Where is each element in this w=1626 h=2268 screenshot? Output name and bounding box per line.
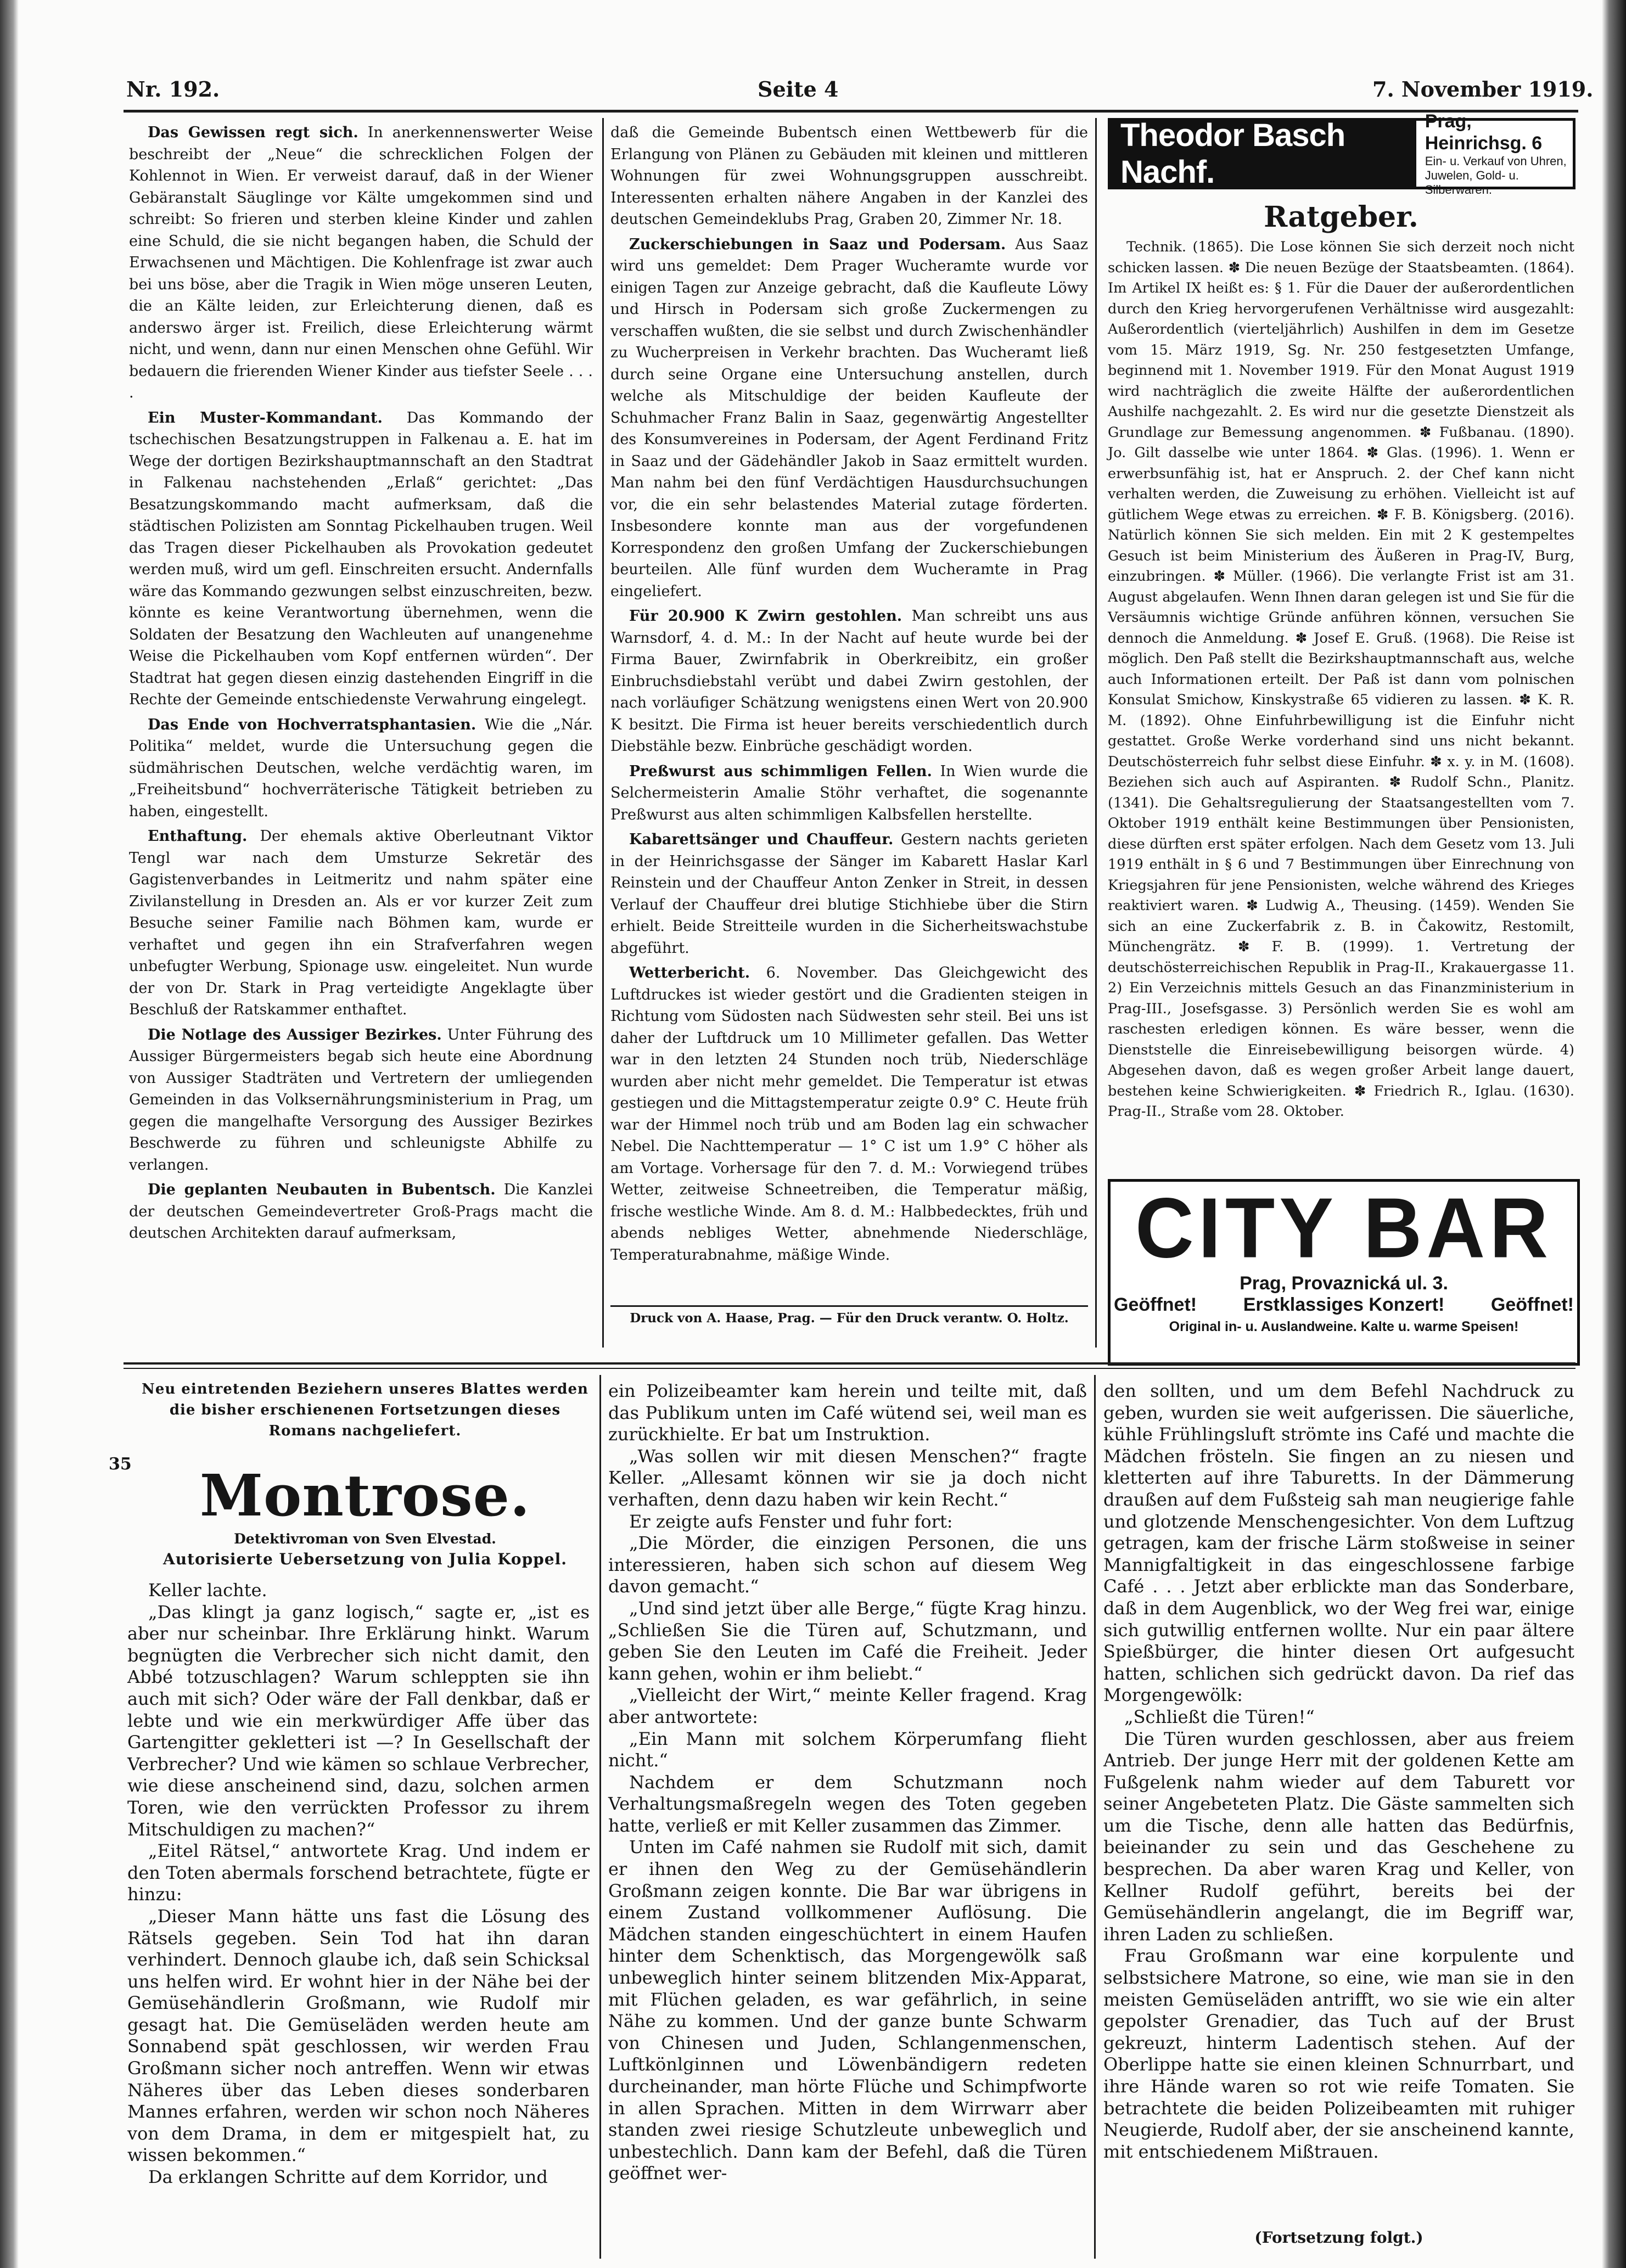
paragraph: „Die Mörder, die einzigen Personen, die uns interessieren, haben sich schon auf diesem Weg davon gemacht.“ [608, 1532, 1087, 1597]
city-bar-address: Prag, Provaznická ul. 3. [1240, 1273, 1448, 1294]
header-rule [124, 110, 1578, 113]
article-text: daß die Gemeinde Bubentsch einen Wettbewerb für die Erlangung von Plänen zu Gebäuden mit kleinen und mittleren Wohnungen für zwei Wohnungsgruppen ausschreibt. Interessenten erhalten nähere Angaben in der Kanzlei des deutschen Gemeindeklubs Prag, Graben 20, Zimmer Nr. 18. [610, 124, 1088, 228]
city-bar-concert: Erstklassiges Konzert! [1243, 1294, 1445, 1315]
paragraph: „Das klingt ja ganz logisch,“ sagte er, „ist es aber nur scheinbar. Ihre Erklärung hinkt. Warum begnügten die Verbrecher sich nicht damit, den Abbé totzuschlagen? Warum schleppten sie ihn auch mit sich? Oder wäre der Fall denkbar, daß er lebte und wie ein merkwürdiger Affe über das Gartengitter gekletteri ist —? In Gesellschaft der Verbrecher? Und wie kämen so schlaue Verbrecher, wie diese anscheinend sind, dazu, solchen armen Toren, wie den verrückten Professor zu ihrem Mitschuldigen zu machen?“ [127, 1601, 590, 1840]
headline: Wetterbericht. [629, 964, 750, 981]
page-number: Seite 4 [758, 77, 839, 102]
article-text: Unter Führung des Aussiger Bürgermeisters begab sich heute eine Abordnung von Aussiger Stadträten und Vertretern der umliegenden Gemeinden in das Volksernährungsministerium in Prag, um gegen die mangelhafte Versorgung des Aussiger Bezirkes Beschwerde zu führen und schleunigste Abhilfe zu verlangen. [129, 1026, 593, 1174]
serial-subtitle: Detektivroman von Sven Elvestad. [234, 1531, 496, 1547]
article-text: 6. November. Das Gleichgewicht des Luftdruckes ist wieder gestört und die Gradienten steigen in Richtung vom Südosten nach Südwesten sehr steil. Bei uns ist daher der Luftdruck um 10 Millimeter gefallen. Das Wetter war in den letzten 24 Stunden noch trüb, Niederschläge wurden aber nicht mehr gemeldet. Die Temperatur ist etwas gestiegen und die Mittagstemperatur zeigte 0.9° C. Heute früh war der Himmel noch trüb und am Boden lag ein schwacher Nebel. Die Nachttemperatur — 1° C ist um 1.9° C höher als am Vortage. Vorhersage für den 7. d. M.: Vorwiegend trübes Wetter, zeitweise Schneetreiben, die Temperatur mäßig, frische westliche Winde. Am 8. d. M.: Halbbedecktes, früh und abends nebliges Wetter, abnehmende Niederschläge, Temperaturabnahme, mäßige Winde. [610, 964, 1088, 1264]
article-text: Man schreibt uns aus Warnsdorf, 4. d. M.: In der Nacht auf heute wurde bei der Firma Bauer, Zwirnfabrik in Oberkreibitz, ein großer Einbruchsdiebstahl verübt und dabei Zwirn gestohlen, der nach vorläufiger Schätzung wenigstens einen Wert von 20.900 K besitzt. Die Firma ist heuer bereits verschiedentlich durch Diebstähle bezw. Einbrüche geschädigt worden. [610, 608, 1088, 755]
serial-notice: Neu eintretenden Beziehern unseres Blattes werden die bisher erschienenen Fortsetzungen dieses Romans nachgeliefert. [142, 1381, 588, 1439]
basch-line3: Juwelen, Gold- u. Silberwaren. [1425, 169, 1519, 197]
article-text: Wie die „Nár. Politika“ meldet, wurde die Untersuchung gegen die südmährischen Deutschen, welche verdächtig waren, im „Freiheitsbund“ hochverräterische Tätigkeit betrieben zu haben, eingestellt. [129, 716, 593, 820]
basch-name: Theodor Basch Nachf. [1111, 121, 1416, 187]
news-column-left [129, 122, 593, 1351]
paragraph: Frau Großmann war eine korpulente und selbstsichere Matrone, so eine, wie man sie in den meisten Gemüseläden antrifft, wo sie wie ein alter gepolster Grenadier, das Tuch auf der Brust gekreuzt, hinterm Ladentisch stehen. Auf der Oberlippe hatte sie einen kleinen Schnurrbart, und ihre Hände waren so rot wie reife Tomaten. Sie betrachtete die beiden Polizeibeamten mit ruhiger Neugierde, Rudolf aber, der sie anscheinend kannte, mit entschiedenem Mißtrauen. [1103, 1945, 1574, 2162]
paragraph: Er zeigte aufs Fenster und fuhr fort: [629, 1511, 953, 1532]
headline: Enthaftung. [148, 828, 248, 845]
paragraph: „Ein Mann mit solchem Körperumfang flieht nicht.“ [608, 1728, 1087, 1771]
article-text: Das Kommando der tschechischen Besatzungstruppen in Falkenau a. E. hat im Wege der dortigen Bezirkshauptmannschaft an den Stadtrat in Falkenau nachstehenden „Erlaß“ gerichtet: „Das Besatzungskommando macht aufmerksam, daß die städtischen Polizisten am Sonntag Pickelhauben trugen. Weil das Tragen dieser Pickelhauben als Provokation gedeutet werden muß, wird um gefl. Einschreiten ersucht. Andernfalls wäre das Kommando gezwungen selbst einzuschreiten, bezw. könnte es keine Verantwortung übernehmen, wenn die Soldaten der Besatzung den Wachleuten auf unangenehme Weise die Pickelhauben vom Kopf entfernen würden“. Der Stadtrat hat gegen diesen einzig dastehenden Eingriff in die Rechte der Gemeinde entschiedenste Verwahrung eingelegt. [129, 409, 593, 708]
article-text: Der ehemals aktive Oberleutnant Viktor Tengl war nach dem Umsturze Sekretär des Gagistenverbandes in Leitmeritz und nahm später eine Zivilanstellung in Dresden an. Als er vor kurzer Zeit zum Besuche seiner Familie nach Böhmen kam, wurde er verhaftet und gegen ihn ein Strafverfahren wegen unbefugter Werbung, Spionage usw. eingeleitet. Nun wurde der von Dr. Stark in Prag verteidigte Angeklagte über Beschluß der Ratskammer enthaftet. [129, 828, 593, 1018]
advertisement-basch [1108, 111, 1575, 197]
printer-imprint: Druck von A. Haase, Prag. — Für den Druck verantw. O. Holtz. [630, 1311, 1069, 1326]
basch-line2: Ein- u. Verkauf von Uhren, [1425, 154, 1567, 168]
serial-translator: Autorisierte Uebersetzung von Julia Koppel. [163, 1550, 567, 1568]
article-text: Die Kanzlei der deutschen Gemeindevertreter Groß-Prags macht die deutschen Architekten darauf aufmerksam, [129, 1181, 593, 1242]
city-bar-open-left: Geöffnet! [1114, 1294, 1197, 1315]
basch-address-block [1416, 110, 1573, 197]
paragraph: Keller lachte. [148, 1580, 267, 1601]
advertisement-city-bar [1108, 1179, 1580, 1366]
headline: Preßwurst aus schimmligen Fellen. [629, 762, 932, 780]
city-bar-offer: Original in- u. Auslandweine. Kalte u. warme Speisen! [1169, 1319, 1519, 1334]
article-text: In anerkennenswerter Weise beschreibt der „Neue“ die schrecklichen Folgen der Kohlennot in Wien. Er verweist darauf, daß in der Wiener Gebäranstalt Säuglinge vor Kälte umgekommen sind und schreibt: So frieren und sterben kleine Kinder und zahlen eine Schuld, die sie nicht begangen haben, die Schuld der Erwachsenen und Mächtigen. Die Kohlenfrage ist zwar auch bei uns böse, aber die Tragik in Wien möge unseren Leuten, die an Kälte leiden, zur Erleichterung dienen, daß es anderswo ärger ist. Freilich, diese Erleichterung wärmt nicht, und wenn, dann nur einen Menschen ohne Gefühl. Wir bedauern die frierenden Wiener Kinder aus tiefster Seele . . . . [129, 124, 593, 401]
city-bar-open-row [1111, 1294, 1577, 1316]
paragraph: den sollten, und um dem Befehl Nachdruck zu geben, wurden sie weit aufgerissen. Die säuerliche, kühle Frühlingsluft strömte ins Café und machte die Mädchen frösteln. Sie fingen an zu niesen und kletterten auf ihre Taburetts. In der Dämmerung draußen auf dem Fußsteig sah man neugierige fahle und glotzende Menschengesichter. Von dem Luftzug getragen, kam der frische Lärm stoßweise in seiner Mannigfaltigkeit in das eingeschlossene farbige Café . . . Jetzt aber erblickte man das Sonderbare, daß in dem Augenblick, wo der Weg frei war, einige sich gutwillig entfernen wollte. Nur ein paar ältere Spießbürger, die hinter diesen Ort aufgesucht hatten, schlichen sich gedrückt davon. Da rief das Morgengewölk: [1103, 1380, 1574, 1706]
city-bar-open-right: Geöffnet! [1490, 1294, 1574, 1315]
serial-column-3 [1103, 1380, 1574, 2220]
city-bar-name: CITY BAR [1135, 1180, 1553, 1276]
headline: Für 20.900 K Zwirn gestohlen. [629, 608, 902, 625]
paragraph: „Was sollen wir mit diesen Menschen?“ fragte Keller. „Allesamt können wir sie ja doch nicht verhaften, denn dazu haben wir kein Recht.“ [608, 1445, 1087, 1510]
installment-number: 35 [109, 1455, 132, 1474]
continued-note: (Fortsetzung folgt.) [1254, 2228, 1423, 2247]
ratgeber-text: Technik. (1865). Die Lose können Sie sich derzeit noch nicht schicken lassen. ✽ Die neuen Bezüge der Staatsbeamten. (1864). Im Artikel IX heißt es: § 1. Für die Dauer der außerordentlichen durch den Krieg hervorgerufenen Verhältnisse wird ausgezahlt: Außerordentlich (vierteljährlich) Aushilfen in dem im Gesetze vom 15. März 1919, Sg. Nr. 250 festgesetzten Umfange, beginnend mit 1. November 1919. Für den Monat August 1919 wird nachträglich die zweite Hälfte der außerordentlichen Aushilfe nachgezahlt. 2. Es wird nur die gesetzte Dienstzeit als Grundlage zur Bemessung angenommen. ✽ Fußbanau. (1890). Jo. Gilt dasselbe wie unter 1864. ✽ Glas. (1996). 1. Wenn er erwerbsunfähig ist, hat er Anspruch. 2. der Chef kann nicht verhalten werden, die Zuweisung zu erhöhen. Vielleicht ist auf gütlichem Wege etwas zu erreichen. ✽ F. B. Königsberg. (2016). Natürlich können Sie sich melden. Ein mit 2 K gestempeltes Gesuch ist beim Ministerium des Äußeren in Prag-IV, Burg, einzubringen. ✽ Müller. (1966). Die verlangte Frist ist am 31. August abgelaufen. Wenn Ihnen daran gelegen ist und Sie für die Versäumnis wichtige Gründe anführen können, versuchen Sie dennoch die Anmeldung. ✽ Josef E. Gruß. (1968). Die Reise ist möglich. Den Paß stellt die Bezirkshauptmannschaft aus, welche auch Informationen erteilt. Der Paß ist dann vom polnischen Konsulat Smichow, Kinskystraße 65 vidieren zu lassen. ✽ K. R. M. (1892). Ohne Einfuhrbewilligung ist die Einfuhr nicht gestattet. Große Werke vorderhand sind uns nicht bekannt. Deutschösterreich fuhr selbst diese Einfuhr. ✽ x. y. in M. (1608). Beziehen sich auch auf Aspiranten. ✽ Rudolf Schn., Planitz. (1341). Die Gehaltsregulierung der Staatsangestellten vom 7. Oktober 1919 enthält keine Bestimmungen über Pensionisten, diese dürften erst später erfolgen. Nach dem Gesetz vom 13. Juli 1919 enthält in § 6 und 7 Bestimmungen über Einrechnung von Kriegsjahren für jene Pensionisten, welche während des Krieges reaktiviert waren. ✽ Ludwig A., Theusing. (1459). Wenden Sie sich an eine Zuckerfabrik z. B. in Čakowitz, Restomilt, Münchengrätz. ✽ F. B. (1999). 1. Vertretung der deutschösterreichischen Republik in Prag-II., Krakauergasse 11. 2) Ein Verzeichnis mittels Gesuch an das Finanzministerium in Prag-III., Josefsgasse. 3) Persönlich werden Sie es wohl am raschesten erledigen können. Es wäre besser, wenn die Dienststelle die Einreisebewilligung beisorgen würde. 4) Abgesehen davon, daß es wegen großer Arbeit lange dauert, bestehen keine Schwierigkeiten. ✽ Friedrich R., Iglau. (1630). Prag-II., Straße vom 28. Oktober. [1108, 239, 1574, 1120]
serial-title: Montrose. [199, 1462, 531, 1529]
basch-address: Prag, Heinrichsg. 6 [1425, 111, 1543, 154]
feuilleton-rule-bottom [124, 1368, 1575, 1369]
paragraph: „Schließt die Türen!“ [1124, 1706, 1315, 1727]
paragraph: Die Türen wurden geschlossen, aber aus freiem Antrieb. Der junge Herr mit der goldenen Kette am Fußgelenk nahm wieder auf dem Taburett vor seiner Angebeteten Platz. Die Gäste sammelten sich um die Tische, denn alle hatten das Bedürfnis, beieinander zu sein und das Geschehene zu besprechen. Da aber waren Krag und Keller, von Kellner Rudolf geführt, bereits bei der Gemüsehändlerin angelangt, die im Begriff war, ihren Laden zu schließen. [1103, 1728, 1574, 1945]
column-divider-2 [1095, 118, 1097, 1348]
headline: Zuckerschiebungen in Saaz und Podersam. [629, 235, 1006, 253]
paragraph: „Dieser Mann hätte uns fast die Lösung des Rätsels gegeben. Sein Tod hat ihn daran verhindert. Dennoch glaube ich, daß sein Schicksal uns helfen wird. Er wohnt hier in der Nähe bei der Gemüsehändlerin Großmann, wie Rudolf mir gesagt hat. Die Gemüseläden werden heute am Sonnabend spät geschlossen, wir werden Frau Großmann sicher noch antreffen. Wenn wir etwas Näheres über das Leben dieses sonderbaren Mannes erfahren, werden wir schon noch Näheres von dem Drama, in dem er mitgespielt hat, zu wissen bekommen.“ [127, 1905, 590, 2166]
paragraph: ein Polizeibeamter kam herein und teilte mit, daß das Publikum unten im Café wütend sei, weil man es zurückhielte. Er bat um Instruktion. [608, 1380, 1087, 1445]
headline: Das Ende von Hochverratsphantasien. [148, 716, 476, 733]
paragraph: Nachdem er dem Schutzmann noch Verhaltungsmaßregeln wegen des Toten gegeben hatte, verließ er mit Keller zusammen das Zimmer. [608, 1771, 1087, 1836]
paragraph: Unten im Café nahmen sie Rudolf mit sich, damit er ihnen den Weg zu der Gemüsehändlerin Großmann zeigen konnte. Die Bar war übrigens in einem Zustand vollkommener Auflösung. Die Mädchen standen eingeschüchtert in einem Haufen hinter dem Schenktisch, das Morgengewölk saß unbeweglich hinter seinem blitzenden Mix-Apparat, mit Flüchen geladen, es war gefährlich, in seine Nähe zu kommen. Und der ganze bunte Schwarm von Chinesen und Juden, Schlangenmenschen, Luftkönlginnen und Löwenbändigern redeten durcheinander, man hörte Flüche und Schimpfworte in allen Sprachen. Mitten in dem Wirrwarr aber standen zwei riesige Schutzleute unbeweglich und unbestechlich. Dann kam der Befehl, daß die Türen geöffnet wer- [608, 1837, 1087, 2184]
article-text: In Wien wurde die Selchermeisterin Amalie Stöhr verhaftet, die sogenannte Preßwurst aus alten schimmligen Kalbsfellen herstellte. [610, 762, 1088, 823]
imprint-rule [610, 1305, 1088, 1307]
article-text: Gestern nachts gerieten in der Heinrichsgasse der Sänger im Kabarett Haslar Karl Reinstein und der Chauffeur Anton Zenker in Streit, in dessen Verlauf der Chauffeur drei blutige Stichhiebe über die Stirn erhielt. Beide Streitteile wurden in die Sicherheitswachstube abgeführt. [610, 831, 1088, 957]
paragraph: „Vielleicht der Wirt,“ meinte Keller fragend. Krag aber antwortete: [608, 1685, 1087, 1727]
ratgeber-column [1108, 237, 1574, 1170]
headline: Die Notlage des Aussiger Bezirkes. [148, 1026, 442, 1043]
paragraph: „Eitel Rätsel,“ antwortete Krag. Und indem er den Toten abermals forschend betrachtete, fügte er hinzu: [127, 1840, 590, 1905]
news-column-middle [610, 122, 1088, 1296]
issue-number: Nr. 192. [126, 77, 220, 102]
scan-edge-right [1602, 0, 1626, 2268]
serial-column-2 [608, 1380, 1087, 2259]
serial-divider-1 [599, 1375, 601, 2259]
feuilleton-rule-top [124, 1362, 1575, 1365]
ratgeber-title: Ratgeber. [1264, 200, 1418, 234]
article-text: Aus Saaz wird uns gemeldet: Dem Prager Wucheramte wurde vor einigen Tagen zur Anzeige gebracht, daß die Kaufleute Löwy und Hirsch in Podersam sich große Zuckermengen zu verschaffen wußten, die sie selbst und durch Zwischenhändler zu Wucherpreisen in Verkehr brachten. Das Wucheramt ließ durch seine Organe eine Untersuchung anstellen, durch welche als Mitschuldige der beiden Kaufleute der Schuhmacher Franz Balin in Saaz, gegenwärtig Angestellter des Konsumvereines in Podersam, der Agent Ferdinand Fritz in Saaz und der Gädehändler Jakob in Saaz ermittelt wurden. Man nahm bei den fünf Verdächtigen Hausdurchsuchungen vor, die ein sehr belastendes Material zutage förderten. Insbesondere konnte man aus der vorgefundenen Korrespondenz den großen Umfang der Zuckerschiebungen beurteilen. Alle fünf wurden dem Wucheramte in Prag eingeliefert. [610, 235, 1088, 600]
column-divider-1 [602, 118, 604, 1348]
headline: Das Gewissen regt sich. [148, 124, 358, 141]
issue-date: 7. November 1919. [1372, 77, 1594, 102]
serial-title-block [137, 1463, 593, 1568]
headline: Die geplanten Neubauten in Bubentsch. [148, 1181, 496, 1198]
scan-edge-left [0, 0, 19, 2268]
headline: Ein Muster-Kommandant. [148, 409, 383, 426]
paragraph: „Und sind jetzt über alle Berge,“ fügte Krag hinzu. „Schließen Sie die Türen auf, Schutzmann, und geben Sie den Leuten im Café die Freiheit. Jeder kann gehen, wohin er ihm beliebt.“ [608, 1597, 1087, 1684]
serial-divider-2 [1094, 1375, 1096, 2259]
serial-column-1 [127, 1580, 590, 2260]
paragraph: Da erklangen Schritte auf dem Korridor, und [148, 2166, 548, 2188]
headline: Kabarettsänger und Chauffeur. [629, 831, 894, 848]
